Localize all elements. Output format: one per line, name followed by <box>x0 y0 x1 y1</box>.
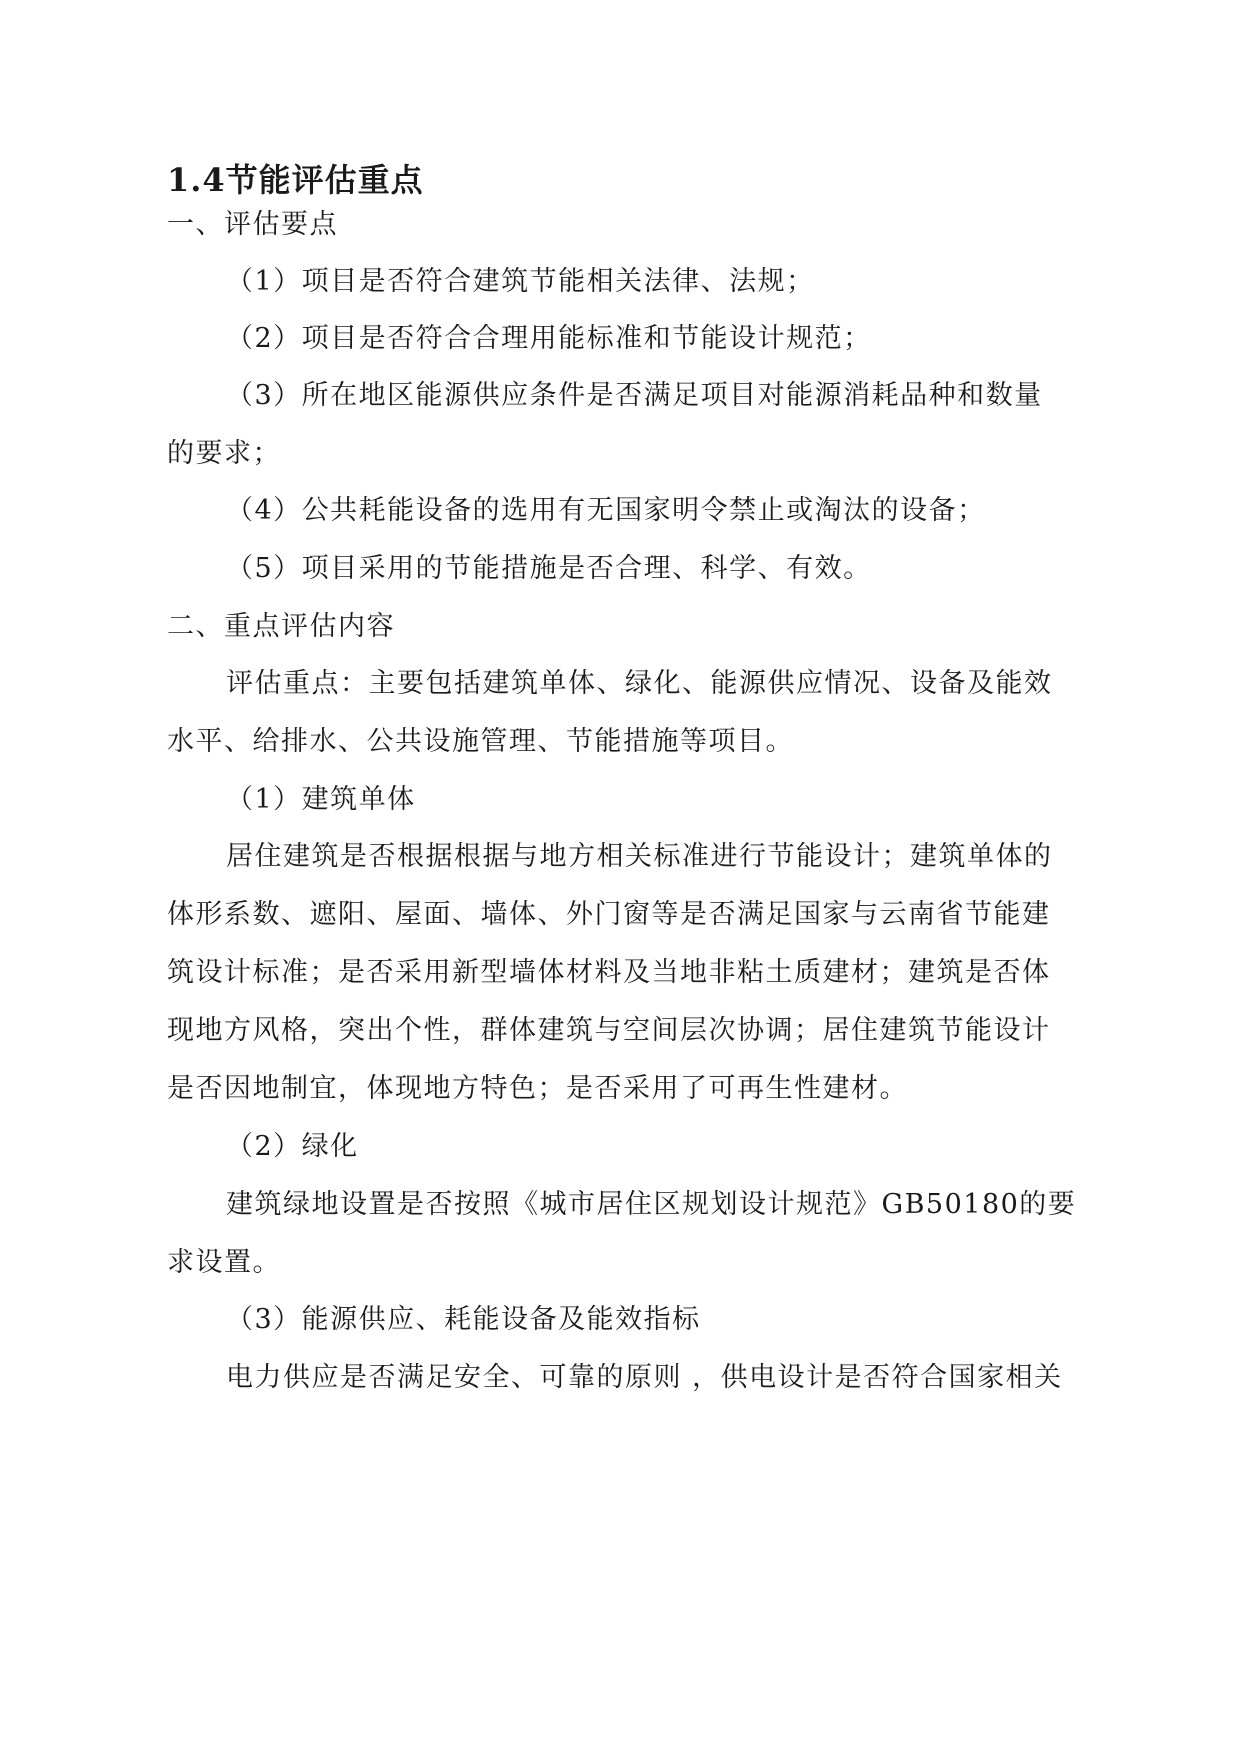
section-heading: 1.4节能评估重点 <box>167 161 424 199</box>
list-item: （4）公共耗能设备的选用有无国家明令禁止或淘汰的设备； <box>226 495 986 526</box>
paragraph-line: 求设置。 <box>167 1247 281 1278</box>
paragraph-line: 是否因地制宜，体现地方特色；是否采用了可再生性建材。 <box>167 1073 908 1104</box>
list-item: （5）项目采用的节能措施是否合理、科学、有效。 <box>226 553 872 584</box>
list-item: （2）项目是否符合合理用能标准和节能设计规范； <box>226 323 872 354</box>
paragraph-line: 评估重点：主要包括建筑单体、绿化、能源供应情况、设备及能效 <box>226 668 1053 699</box>
item-heading: （1）建筑单体 <box>226 784 416 815</box>
paragraph-line: 建筑绿地设置是否按照《城市居住区规划设计规范》GB50180的要 <box>226 1189 1077 1220</box>
paragraph-line: 电力供应是否满足安全、可靠的原则 ，供电设计是否符合国家相关 <box>226 1362 1063 1393</box>
paragraph-line: 现地方风格，突出个性，群体建筑与空间层次协调；居住建筑节能设计 <box>167 1015 1051 1046</box>
paragraph-line: 水平、给排水、公共设施管理、节能措施等项目。 <box>167 726 794 757</box>
list-item: （1）项目是否符合建筑节能相关法律、法规； <box>226 266 815 297</box>
paragraph-line: 居住建筑是否根据根据与地方相关标准进行节能设计；建筑单体的 <box>226 841 1053 872</box>
paragraph-line: 体形系数、遮阳、屋面、墙体、外门窗等是否满足国家与云南省节能建 <box>167 899 1051 930</box>
subheading-evaluation-points: 一、评估要点 <box>167 209 338 240</box>
list-item-continuation: 的要求； <box>167 438 281 469</box>
item-heading: （3）能源供应、耗能设备及能效指标 <box>226 1304 701 1335</box>
item-heading: （2）绿化 <box>226 1131 359 1162</box>
subheading-key-content: 二、重点评估内容 <box>167 611 395 642</box>
list-item: （3）所在地区能源供应条件是否满足项目对能源消耗品种和数量 <box>226 380 1043 411</box>
paragraph-line: 筑设计标准；是否采用新型墙体材料及当地非粘土质建材；建筑是否体 <box>167 957 1051 988</box>
